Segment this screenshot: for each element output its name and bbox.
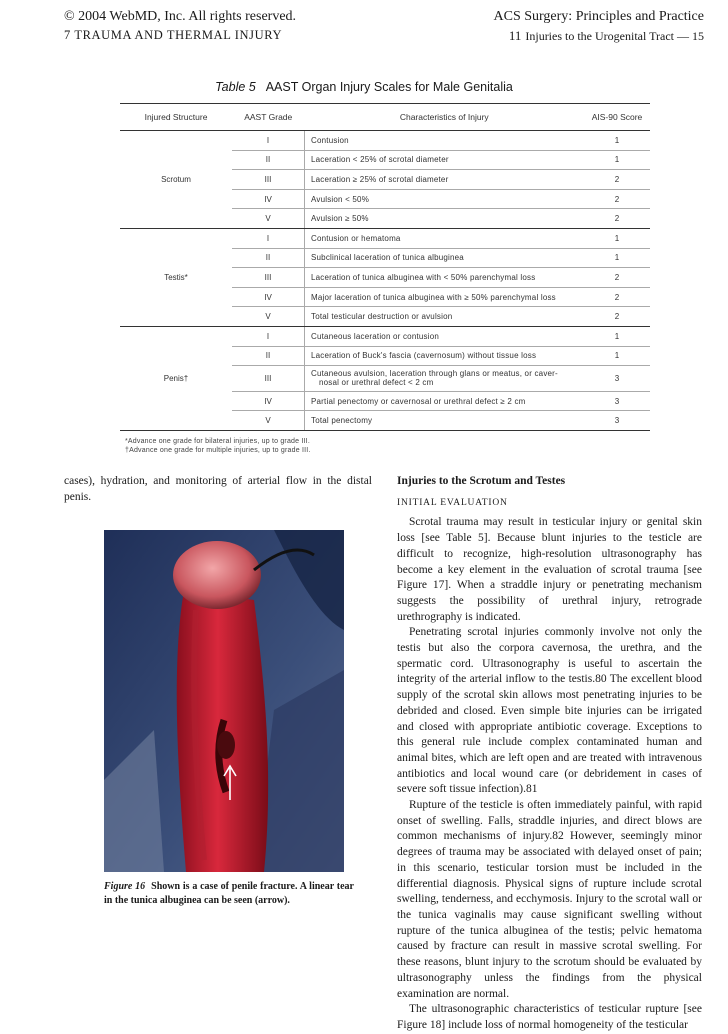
grade-cell: V (232, 307, 305, 327)
characteristics-cell: Cutaneous laceration or contusion (305, 326, 585, 346)
col-header-grade: AAST Grade (232, 104, 305, 131)
book-title: ACS Surgery: Principles and Practice (493, 9, 704, 24)
table-header-row (120, 104, 650, 131)
grade-cell: IV (232, 391, 305, 411)
score-cell: 3 (584, 366, 650, 392)
characteristics-cell: Total penectomy (305, 411, 585, 431)
structure-scrotum: Scrotum (120, 131, 232, 229)
grade-cell: IV (232, 287, 305, 307)
characteristics-cell: Avulsion ≥ 50% (305, 209, 585, 229)
section-header (509, 27, 704, 45)
table-row (120, 326, 650, 346)
table-row (120, 228, 650, 248)
score-cell: 3 (584, 391, 650, 411)
score-cell: 2 (584, 287, 650, 307)
figure-caption (104, 880, 354, 908)
score-cell: 2 (584, 268, 650, 288)
section-number: 11 (508, 28, 522, 43)
grade-cell: II (232, 150, 305, 170)
characteristics-cell: Laceration of tunica albuginea with < 50% parenchymal loss (305, 268, 585, 288)
score-cell: 2 (584, 189, 650, 209)
footnote-bilateral: *Advance one grade for bilateral injuries, up to grade III. (125, 438, 310, 445)
grade-cell: II (232, 248, 305, 268)
injury-scale-table (120, 103, 650, 431)
subsection-heading: INITIAL EVALUATION (397, 497, 508, 508)
grade-cell: II (232, 346, 305, 366)
score-cell: 1 (584, 131, 650, 151)
table-label: Table 5 (215, 80, 256, 94)
figure-caption-text: Shown is a case of penile fracture. A linear tear in the tunica albuginea can be seen (arrow). (104, 881, 354, 906)
characteristics-line-continued: nosal or urethral defect < 2 cm (319, 378, 434, 388)
figure-label: Figure 16 (104, 881, 146, 892)
grade-cell: I (232, 131, 305, 151)
body-paragraph: Rupture of the testicle is often immediately painful, with rapid onset of swelling. Falls, straddle injuries, and direct blows are common mechanisms of injury.82 However, seemingly minor degrees of trauma may be associated with delayed onset of pain; in this scenario, testicular torsion must be included in the differential diagnosis. Physical signs of rupture include scrotal swelling, tenderness, and ecchymosis. Injury to the scrotal wall or the tunica vaginalis may cause significant swelling without rupture of the tunica albuginea of the testis; pelvic hematoma caused by fracture can result in massive scrotal swelling. For these reasons, blunt injury to the scrotum should be evaluated by ultrasonography unless the findings from the physical examination are normal. (397, 799, 702, 1000)
score-cell: 2 (584, 307, 650, 327)
structure-penis: Penis† (120, 326, 232, 430)
left-column-text: cases), hydration, and monitoring of arterial flow in the distal penis. (64, 475, 372, 503)
section-title: Injuries to the Urogenital Tract — 15 (525, 29, 704, 43)
table-footnotes (125, 437, 311, 455)
grade-cell: V (232, 411, 305, 431)
characteristics-cell: Laceration ≥ 25% of scrotal diameter (305, 170, 585, 190)
score-cell: 1 (584, 150, 650, 170)
characteristics-cell: Contusion or hematoma (305, 228, 585, 248)
right-column (397, 474, 702, 1034)
score-cell: 1 (584, 228, 650, 248)
grade-cell: I (232, 326, 305, 346)
score-cell: 3 (584, 411, 650, 431)
grade-cell: III (232, 268, 305, 288)
characteristics-cell: Contusion (305, 131, 585, 151)
grade-cell: III (232, 366, 305, 392)
body-paragraph: The ultrasonographic characteristics of testicular rupture [see Figure 18] include loss of normal homogeneity of the testicular (397, 1003, 702, 1031)
table-caption: AAST Organ Injury Scales for Male Genitalia (265, 80, 513, 94)
characteristics-cell: Avulsion < 50% (305, 189, 585, 209)
col-header-score: AIS-90 Score (584, 104, 650, 131)
penile-fracture-photo (104, 530, 344, 872)
section-heading: Injuries to the Scrotum and Testes (397, 475, 566, 487)
grade-cell: IV (232, 189, 305, 209)
table-row (120, 131, 650, 151)
score-cell: 2 (584, 209, 650, 229)
table-title (0, 80, 728, 94)
copyright-notice: © 2004 WebMD, Inc. All rights reserved. (64, 9, 297, 24)
characteristics-cell: Total testicular destruction or avulsion (305, 307, 585, 327)
grade-cell: III (232, 170, 305, 190)
characteristics-cell: Laceration < 25% of scrotal diameter (305, 150, 585, 170)
structure-testis: Testis* (120, 228, 232, 326)
score-cell: 2 (584, 170, 650, 190)
characteristics-cell: Major laceration of tunica albuginea with ≥ 50% parenchymal loss (305, 287, 585, 307)
characteristics-cell: Subclinical laceration of tunica albuginea (305, 248, 585, 268)
characteristics-cell: Partial penectomy or cavernosal or urethral defect ≥ 2 cm (305, 391, 585, 411)
grade-cell: V (232, 209, 305, 229)
body-paragraph: Scrotal trauma may result in testicular injury or genital skin loss [see Table 5]. Because blunt injuries to the testicle are difficult to recognize, high-resolution ultrasonography has become a key element in the evaluation of scrotal trauma [see Figure 17]. When a straddle injury or penetrating mechanism suggests the possibility of urethral injury, retrograde urethrography is indicated. (397, 516, 702, 623)
score-cell: 1 (584, 326, 650, 346)
body-paragraph: Penetrating scrotal injuries commonly involve not only the testis but also the corpora cavernosa, the urethra, and the spermatic cord. Ultrasonography is useful to ascertain the integrity of the arterial inflow to the testis.80 The excellent blood supply of the scrotal skin allows most penetrating injuries to be debrided and closed. Even simple bite injuries can be irrigated and closed with appropriate antibiotic coverage. Exceptions to this general rule include complex contaminated human and animal bites, which are left open and are treated with intravenous antibiotics and local wound care (or debridement in cases of severe soft tissue infection).81 (397, 626, 702, 796)
characteristics-cell: Laceration of Buck's fascia (cavernosum) without tissue loss (305, 346, 585, 366)
chapter-title: 7 TRAUMA AND THERMAL INJURY (64, 28, 283, 42)
score-cell: 1 (584, 248, 650, 268)
col-header-characteristics: Characteristics of Injury (305, 104, 585, 131)
grade-cell: I (232, 228, 305, 248)
characteristics-cell (305, 366, 585, 392)
footnote-multiple: †Advance one grade for multiple injuries, up to grade III. (125, 447, 311, 454)
col-header-structure: Injured Structure (120, 104, 232, 131)
characteristics-line: Cutaneous avulsion, laceration through glans or meatus, or caver- (311, 369, 558, 379)
score-cell: 1 (584, 346, 650, 366)
